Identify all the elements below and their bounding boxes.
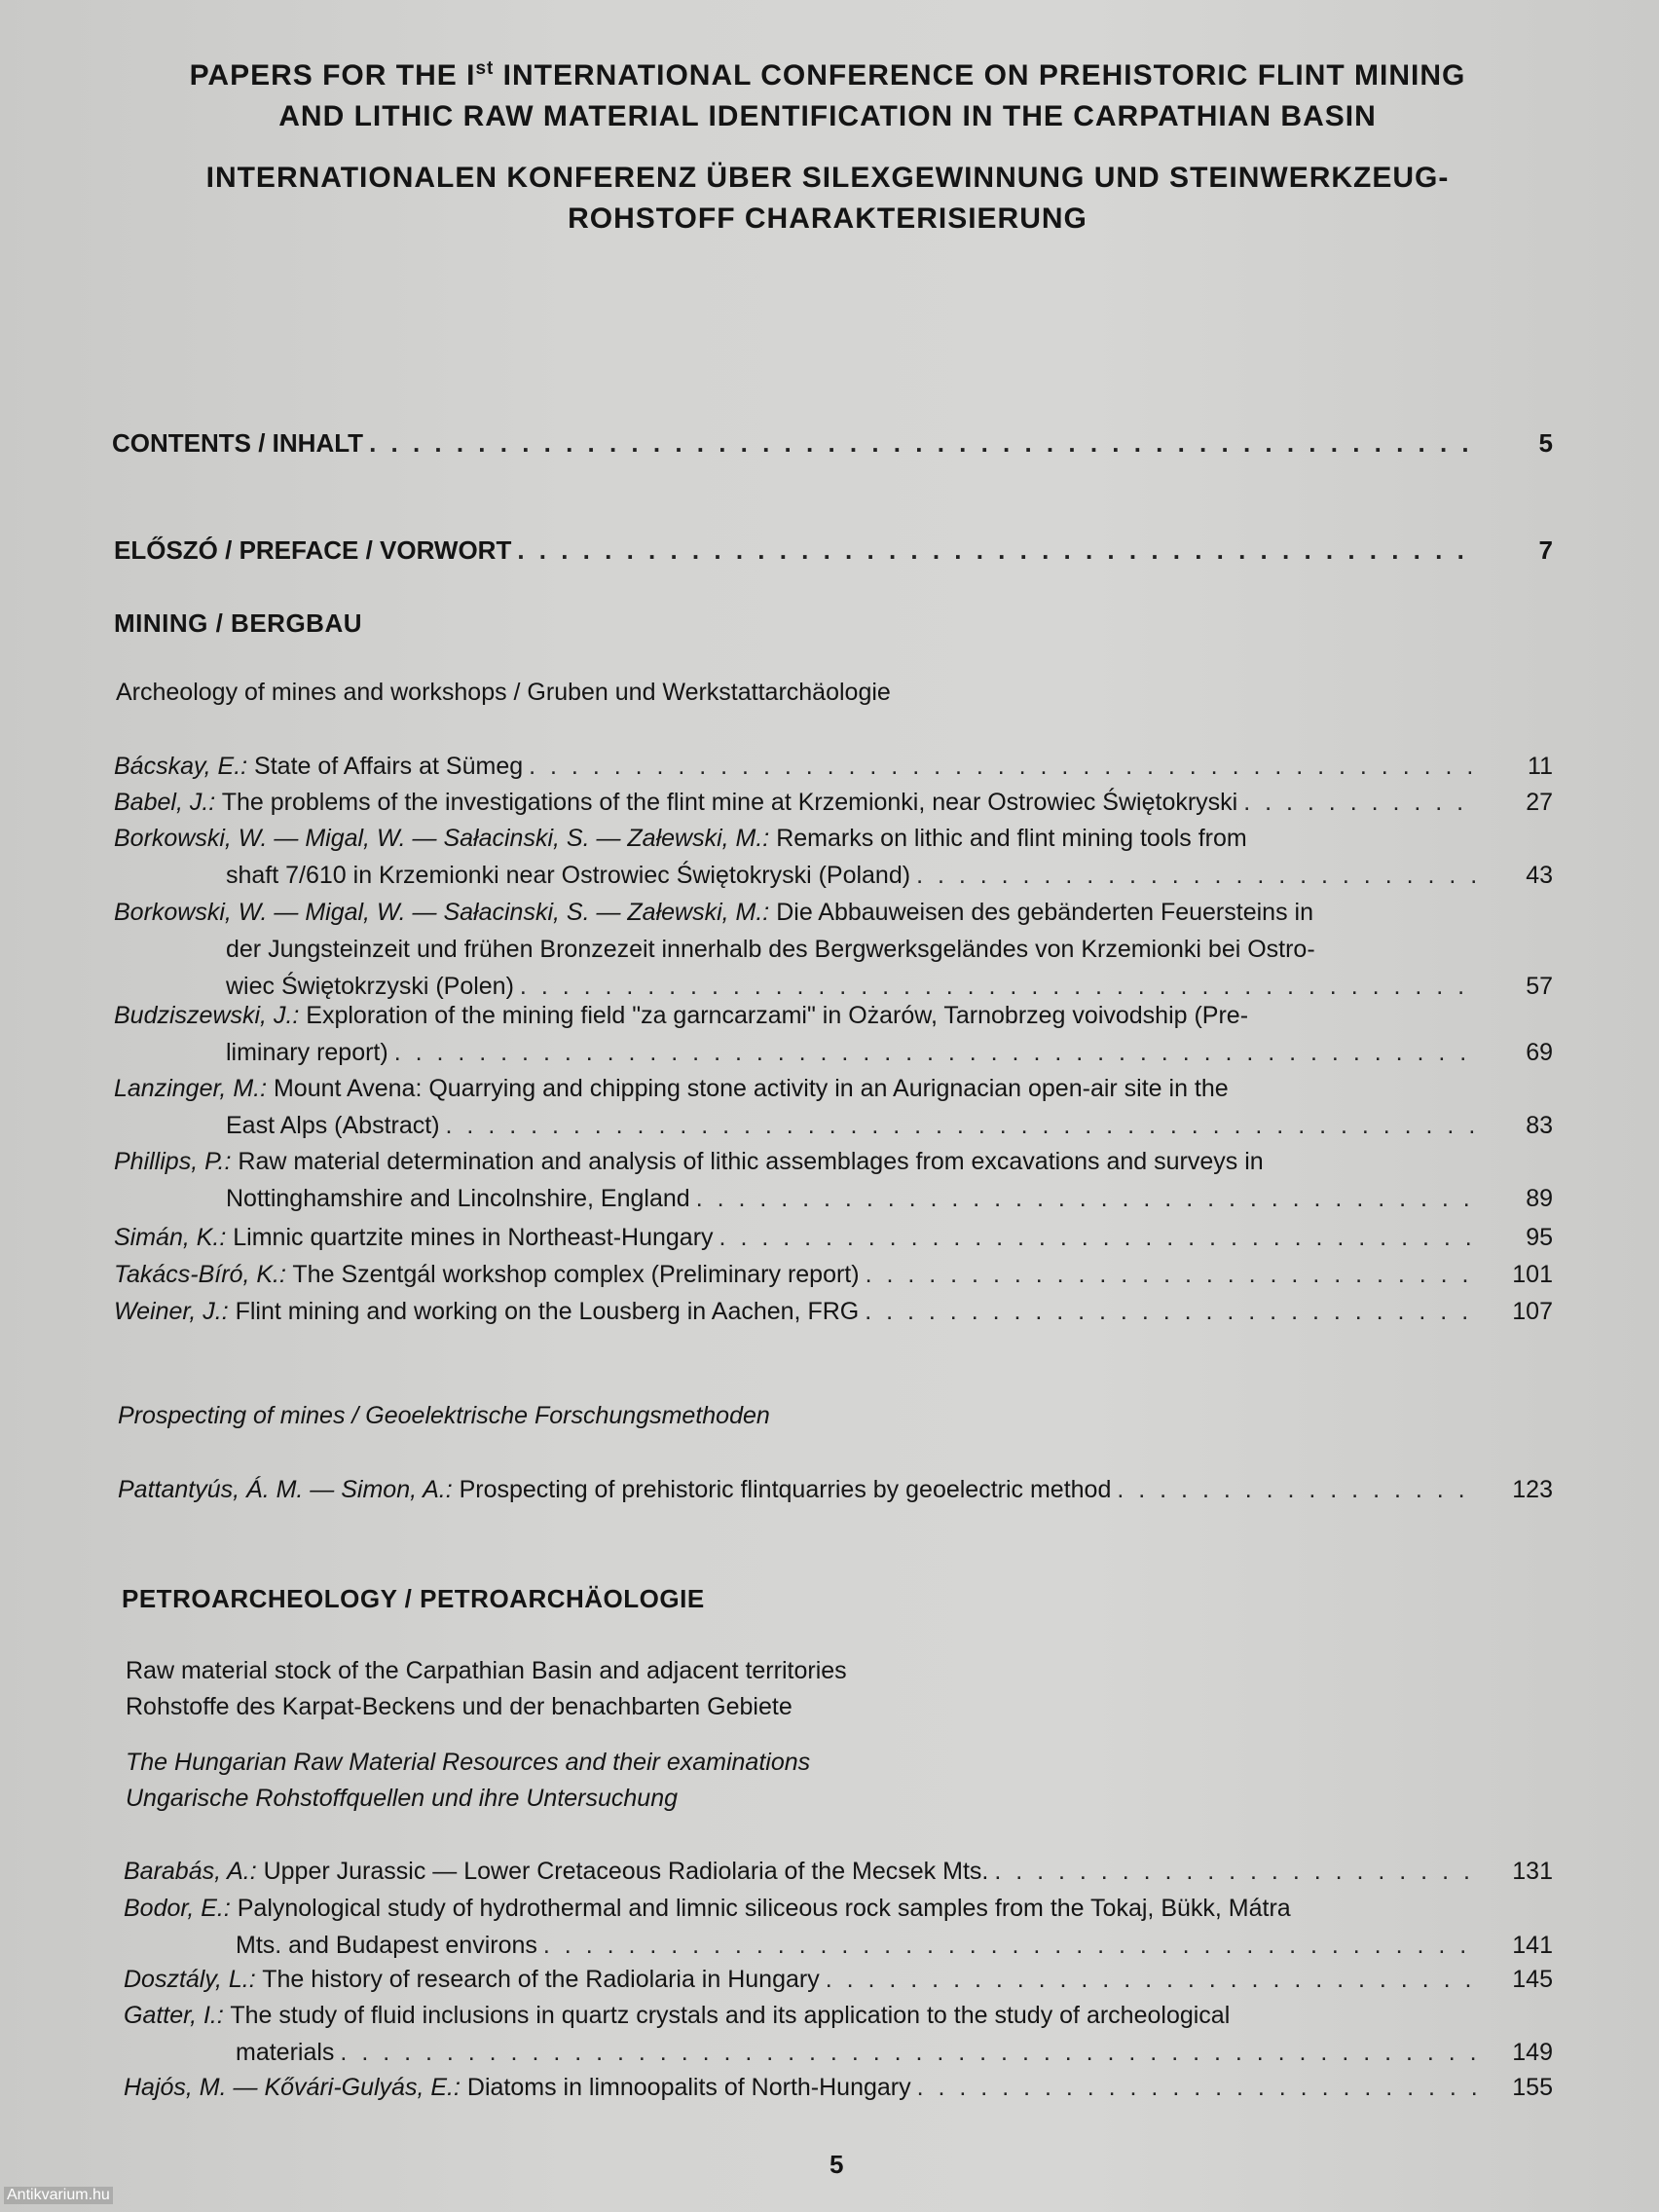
- page-number: 5: [830, 2150, 844, 2179]
- toc-entry[interactable]: Pattantyús, Á. M. — Simon, A.: Prospecting of prehistoric flintquarries by geoelectric method . . . 123: [118, 1471, 1553, 1508]
- watermark: Antikvarium.hu: [4, 2187, 113, 2204]
- english-title: [107, 49, 1548, 137]
- german-title-line2: ROHSTOFF CHARAKTERISIERUNG: [568, 203, 1088, 235]
- toc-preface[interactable]: ELŐSZÓ / PREFACE / VORWORT . . . 7: [114, 532, 1553, 569]
- toc-entry[interactable]: Babel, J.: The problems of the investigations of the flint mine at Krzemionki, near Ostrowiec Świętokryski . . . 27: [114, 784, 1553, 821]
- toc-entry[interactable]: Lanzinger, M.: Mount Avena: Quarrying and chipping stone activity in an Aurignacian open-air site in the East Alps (Abstract) . . . 83: [114, 1070, 1553, 1144]
- toc-entry[interactable]: Dosztály, L.: The history of research of the Radiolaria in Hungary . . . 145: [124, 1961, 1553, 1998]
- mining-heading: MINING / BERGBAU: [114, 608, 362, 638]
- prospecting-subheading: Prospecting of mines / Geoelektrische Forschungsmethoden: [118, 1402, 770, 1429]
- hungarian-resources-heading-de: Ungarische Rohstoffquellen und ihre Untersuchung: [126, 1785, 679, 1812]
- hungarian-resources-heading: The Hungarian Raw Material Resources and their examinations: [126, 1749, 811, 1776]
- toc-entry[interactable]: Borkowski, W. — Migal, W. — Sałacinski, S. — Załewski, M.: Die Abbauweisen des gebänderten Feuersteins in der Jungsteinzeit und frühen Bronzezeit innerhalb des Bergwerksgeländes von Krzemionki bei Ostro- wiec Świętokrzyski (Polen) . . . 57: [114, 894, 1553, 1005]
- toc-entry[interactable]: Phillips, P.: Raw material determination and analysis of lithic assemblages from excavations and surveys in Nottinghamshire and Lincolnshire, England . . . 89: [114, 1143, 1553, 1217]
- petro-subheading-en: Raw material stock of the Carpathian Basin and adjacent territories: [126, 1657, 847, 1684]
- toc-entry[interactable]: Borkowski, W. — Migal, W. — Sałacinski, S. — Załewski, M.: Remarks on lithic and flint mining tools from shaft 7/610 in Krzemionki near Ostrowiec Świętokryski (Poland) . . . 43: [114, 820, 1553, 894]
- toc-entry[interactable]: Bodor, E.: Palynological study of hydrothermal and limnic siliceous rock samples from the Tokaj, Bükk, Mátra Mts. and Budapest environs . . . 141: [124, 1890, 1553, 1964]
- english-title-line1: PAPERS FOR THE Ist INTERNATIONAL CONFERENCE ON PREHISTORIC FLINT MINING: [189, 58, 1466, 92]
- german-title: [107, 158, 1548, 240]
- english-title-line2: AND LITHIC RAW MATERIAL IDENTIFICATION IN THE CARPATHIAN BASIN: [278, 100, 1377, 132]
- toc-entry[interactable]: Hajós, M. — Kővári-Gulyás, E.: Diatoms in limnoopalits of North-Hungary . . . 155: [124, 2069, 1553, 2106]
- toc-entry[interactable]: Takács-Bíró, K.: The Szentgál workshop complex (Preliminary report) . . . 101: [114, 1256, 1553, 1293]
- toc-entry[interactable]: Weiner, J.: Flint mining and working on the Lousberg in Aachen, FRG . . . 107: [114, 1293, 1553, 1330]
- toc-entry[interactable]: Gatter, I.: The study of fluid inclusions in quartz crystals and its application to the study of archeological materials . . . 149: [124, 1997, 1553, 2071]
- toc-entry[interactable]: Barabás, A.: Upper Jurassic — Lower Cretaceous Radiolaria of the Mecsek Mts. . . . 131: [124, 1853, 1553, 1890]
- toc-entry[interactable]: Simán, K.: Limnic quartzite mines in Northeast-Hungary . . . 95: [114, 1219, 1553, 1256]
- toc-entry[interactable]: Budziszewski, J.: Exploration of the mining field "za garncarzami" in Ożarów, Tarnobrzeg voivodship (Pre- liminary report) . . . 69: [114, 997, 1553, 1071]
- mining-subheading: Archeology of mines and workshops / Gruben und Werkstattarchäologie: [116, 679, 891, 706]
- petroarcheology-heading: PETROARCHEOLOGY / PETROARCHÄOLOGIE: [122, 1584, 705, 1613]
- german-title-line1: INTERNATIONALEN KONFERENZ ÜBER SILEXGEWINNUNG UND STEINWERKZEUG-: [205, 162, 1450, 194]
- petro-subheading-de: Rohstoffe des Karpat-Beckens und der benachbarten Gebiete: [126, 1693, 793, 1720]
- toc-entry[interactable]: Bácskay, E.: State of Affairs at Sümeg . . . 11: [114, 748, 1553, 785]
- toc-contents[interactable]: CONTENTS / INHALT . . . 5: [112, 424, 1553, 461]
